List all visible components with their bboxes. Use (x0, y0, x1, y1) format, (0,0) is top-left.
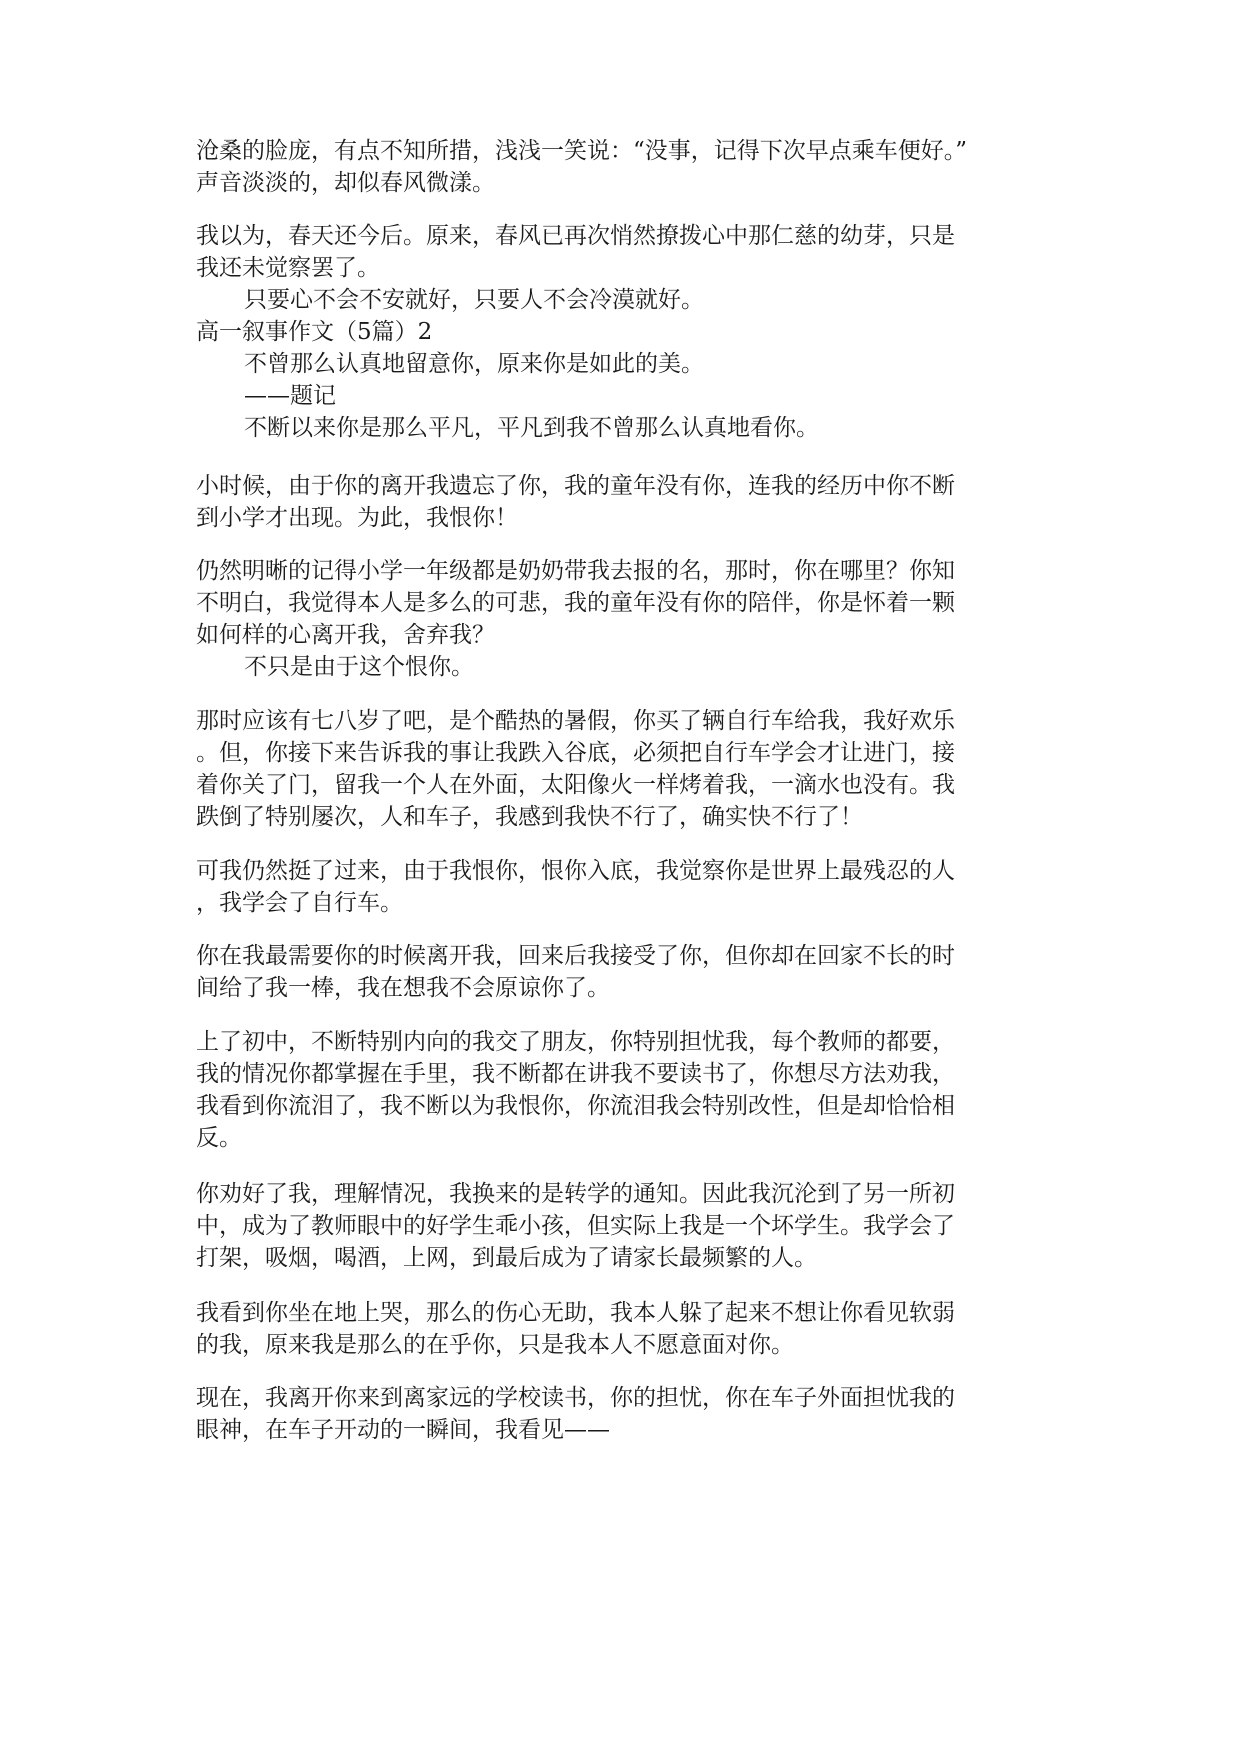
text-line: 仍然明晰的记得小学一年级都是奶奶带我去报的名，那时，你在哪里？你知 (196, 558, 955, 584)
paragraph-7 (196, 940, 1056, 1004)
text-line: 你劝好了我，理解情况，我换来的是转学的通知。因此我沉沦到了另一所初 (196, 1181, 955, 1207)
paragraph-9 (196, 1178, 1056, 1274)
text-line: 小时候，由于你的离开我遗忘了你，我的童年没有你，连我的经历中你不断 (196, 473, 955, 499)
text-line: 间给了我一棒，我在想我不会原谅你了。 (196, 975, 610, 1001)
text-line: 我看到你坐在地上哭，那么的伤心无助，我本人躲了起来不想让你看见软弱 (196, 1300, 955, 1326)
paragraph-11 (196, 1382, 1056, 1446)
text-line: 打架，吸烟，喝酒，上网，到最后成为了请家长最频繁的人。 (196, 1245, 817, 1271)
text-line: 你在我最需要你的时候离开我，回来后我接受了你，但你却在回家不长的时 (196, 943, 955, 969)
text-line: 不断以来你是那么平凡，平凡到我不曾那么认真地看你。 (244, 415, 819, 441)
text-line: 上了初中，不断特别内向的我交了朋友，你特别担忧我，每个教师的都要， (196, 1029, 955, 1055)
text-line: ，我学会了自行车。 (196, 890, 403, 916)
text-line: 中，成为了教师眼中的好学生乖小孩，但实际上我是一个坏学生。我学会了 (196, 1213, 955, 1239)
paragraph-2 (196, 220, 1056, 444)
text-line: 反。 (196, 1125, 242, 1151)
text-line: 不只是由于这个恨你。 (244, 654, 474, 680)
text-line: 眼神，在车子开动的一瞬间，我看见—— (196, 1417, 610, 1443)
text-line: 沧桑的脸庞，有点不知所措，浅浅一笑说：“没事，记得下次早点乘车便好。” (196, 138, 968, 164)
text-line: 不曾那么认真地留意你，原来你是如此的美。 (244, 351, 704, 377)
paragraph-8 (196, 1026, 1056, 1154)
text-line: 声音淡淡的，却似春风微漾。 (196, 170, 495, 196)
text-line: 现在，我离开你来到离家远的学校读书，你的担忧，你在车子外面担忧我的 (196, 1385, 955, 1411)
text-line: 可我仍然挺了过来，由于我恨你，恨你入底，我觉察你是世界上最残忍的人 (196, 858, 955, 884)
epigraph-label: ——题记 (244, 383, 336, 409)
text-line: 我还未觉察罢了。 (196, 255, 380, 281)
text-line: 着你关了门，留我一个人在外面，太阳像火一样烤着我，一滴水也没有。我 (196, 772, 955, 798)
text-line: 我的情况你都掌握在手里，我不断都在讲我不要读书了，你想尽方法劝我， (196, 1061, 955, 1087)
text-line: 的我，原来我是那么的在乎你，只是我本人不愿意面对你。 (196, 1332, 794, 1358)
paragraph-1 (196, 135, 1056, 199)
section-heading: 高一叙事作文（5篇）2 (196, 319, 433, 345)
text-line: 那时应该有七八岁了吧，是个酷热的暑假，你买了辆自行车给我，我好欢乐 (196, 708, 955, 734)
paragraph-5 (196, 705, 1056, 833)
paragraph-10 (196, 1297, 1056, 1361)
text-line: 。但，你接下来告诉我的事让我跌入谷底，必须把自行车学会才让进门，接 (196, 740, 955, 766)
text-line: 到小学才出现。为此，我恨你！ (196, 505, 518, 531)
paragraph-3 (196, 470, 1056, 534)
text-line: 不明白，我觉得本人是多么的可悲，我的童年没有你的陪伴，你是怀着一颗 (196, 590, 955, 616)
text-line: 跌倒了特别屡次，人和车子，我感到我快不行了，确实快不行了！ (196, 804, 863, 830)
text-line: 如何样的心离开我，舍弃我？ (196, 622, 495, 648)
paragraph-6 (196, 855, 1056, 919)
paragraph-4 (196, 555, 1056, 683)
text-line: 我以为，春天还今后。原来，春风已再次悄然撩拨心中那仁慈的幼芽，只是 (196, 223, 955, 249)
text-line: 只要心不会不安就好，只要人不会冷漠就好。 (244, 287, 704, 313)
text-line: 我看到你流泪了，我不断以为我恨你，你流泪我会特别改性，但是却恰恰相 (196, 1093, 955, 1119)
